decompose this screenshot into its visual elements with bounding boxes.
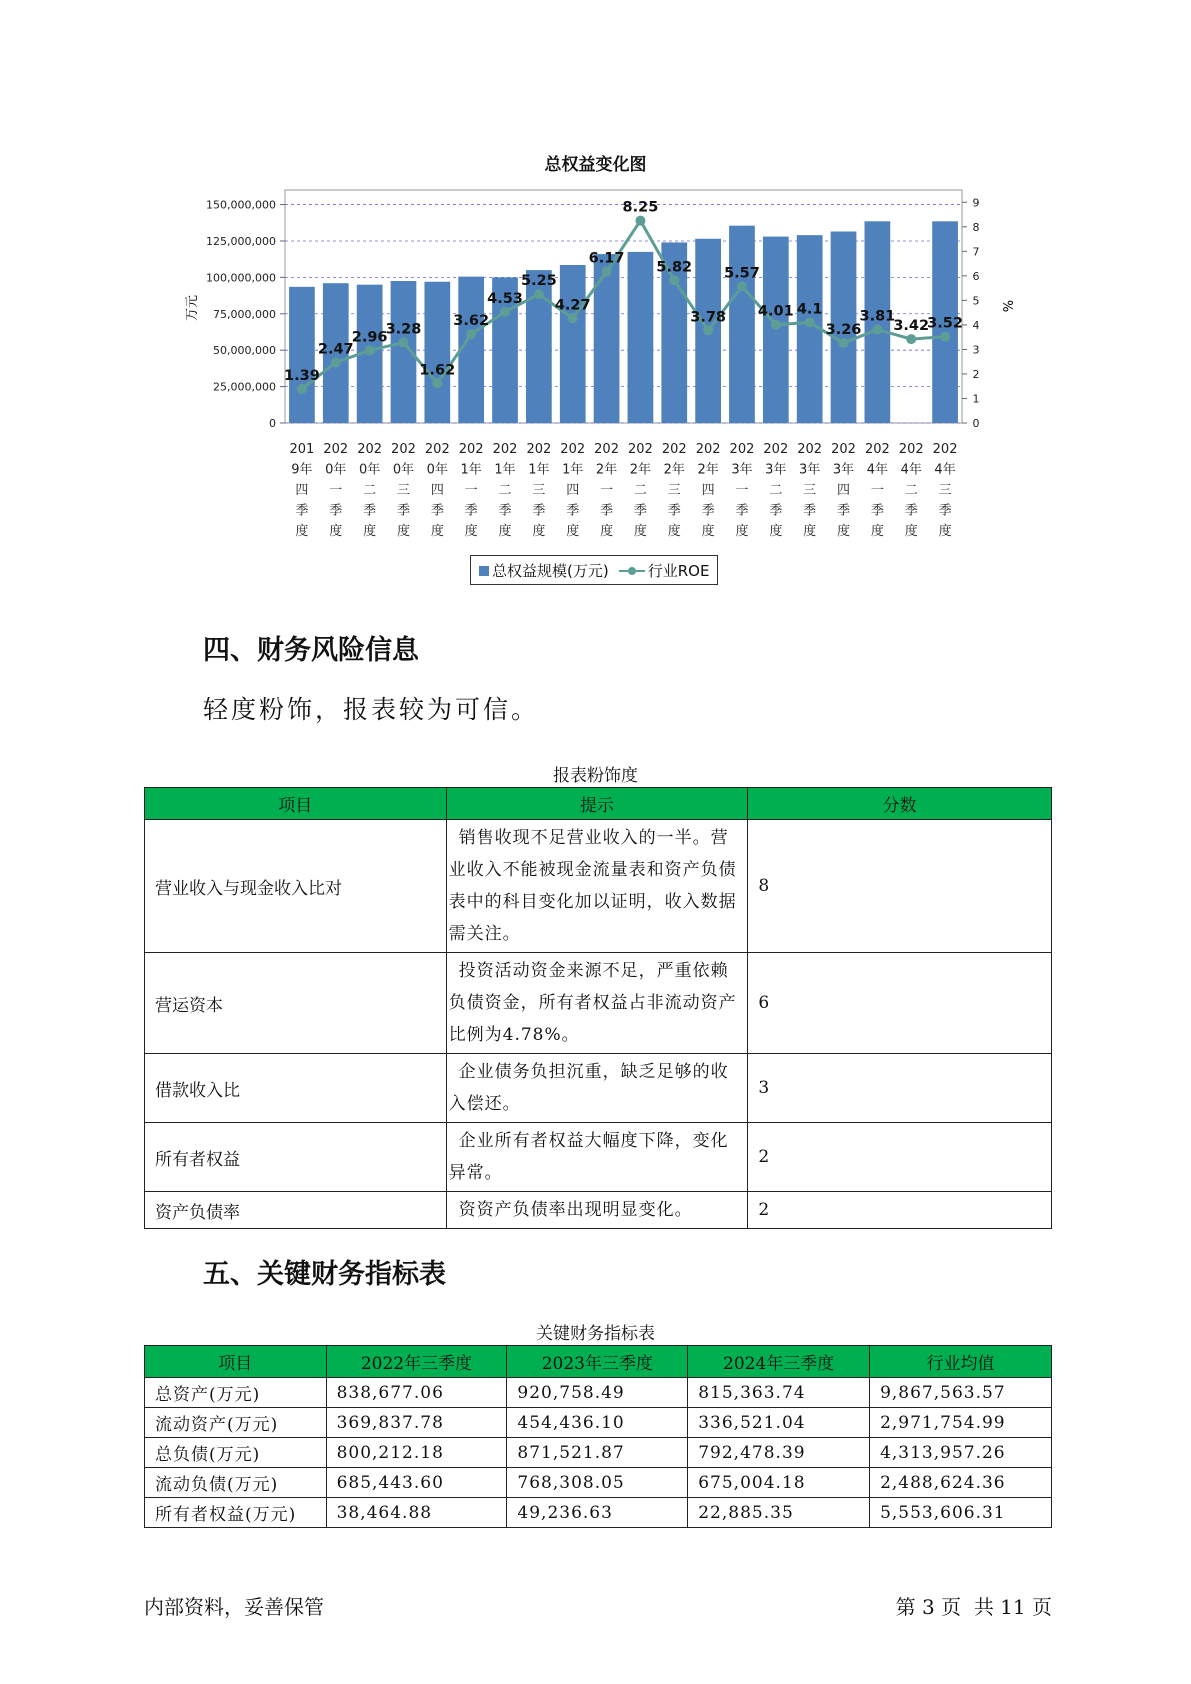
roe-data-label: 8.25 — [622, 199, 659, 216]
kpi-value: 2,971,754.99 — [870, 1408, 1052, 1438]
roe-data-label: 6.17 — [588, 250, 625, 267]
x-tick-label: 202 2年三季度 — [661, 442, 687, 539]
y-left-tick-label: 150,000,000 — [206, 198, 276, 212]
kpi-table-header — [145, 1346, 1052, 1378]
roe-data-label: 3.26 — [825, 322, 862, 339]
roe-point — [466, 329, 476, 339]
x-tick-label: 202 1年三季度 — [526, 442, 552, 539]
kpi-value: 4,313,957.26 — [870, 1438, 1052, 1468]
bar — [424, 282, 450, 423]
risk-summary: 轻度粉饰，报表较为可信。 — [203, 695, 540, 724]
kpi-item: 流动负债(万元) — [145, 1468, 327, 1498]
equity-roe-chart — [0, 0, 1191, 560]
risk-table-header — [145, 788, 1052, 820]
y-left-axis-label: 万元 — [185, 294, 200, 322]
kpi-value: 800,212.18 — [326, 1438, 507, 1468]
roe-point — [398, 338, 408, 348]
roe-data-label: 3.52 — [927, 315, 963, 332]
roe-data-label: 3.62 — [453, 313, 490, 330]
y-right-tick-label: 4 — [972, 318, 980, 332]
roe-point — [805, 317, 815, 327]
plot-area — [285, 190, 962, 423]
roe-data-label: 1.39 — [284, 367, 320, 384]
kpi-value: 920,758.49 — [507, 1378, 688, 1408]
kpi-value: 454,436.10 — [507, 1408, 688, 1438]
roe-data-label: 3.28 — [385, 321, 422, 338]
roe-data-label: 3.81 — [859, 308, 896, 325]
y-left-tick-label: 100,000,000 — [206, 271, 276, 285]
roe-point — [703, 325, 713, 335]
y-right-tick-label: 9 — [972, 196, 980, 210]
kpi-table-caption: 关键财务指标表 — [536, 1324, 655, 1344]
y-left-tick-label: 0 — [269, 417, 276, 430]
bar — [594, 254, 620, 423]
kpi-table-row — [145, 1408, 1052, 1438]
header-item: 项目 — [145, 788, 447, 820]
roe-data-label: 2.96 — [351, 329, 388, 346]
risk-table-row — [145, 820, 1052, 953]
x-tick-label: 202 3年二季度 — [763, 442, 789, 539]
y-right-axis-label: % — [999, 299, 1014, 313]
y-right-tick-label: 1 — [972, 392, 980, 406]
x-tick-label: 202 3年三季度 — [797, 442, 823, 539]
y-right-tick-label: 8 — [972, 220, 980, 234]
risk-score: 3 — [748, 1054, 1052, 1123]
risk-tip: 资资产负债率出现明显变化。 — [446, 1192, 748, 1229]
risk-tip: 销售收现不足营业收入的一半。营业收入不能被现金流量表和资产负债表中的科目变化加以证明，收入数据需关注。 — [446, 820, 748, 953]
y-right-tick-label: 7 — [972, 245, 980, 259]
x-tick-label: 202 2年二季度 — [628, 442, 653, 539]
x-tick-label: 202 1年二季度 — [492, 442, 518, 539]
roe-data-label: 1.62 — [419, 362, 456, 379]
roe-data-label: 5.82 — [656, 259, 693, 276]
roe-point — [534, 289, 544, 299]
roe-data-label: 4.1 — [796, 301, 823, 318]
y-right-tick-label: 5 — [972, 294, 980, 308]
kpi-value: 768,308.05 — [507, 1468, 688, 1498]
kpi-item: 所有者权益(万元) — [145, 1498, 327, 1528]
x-tick-label: 202 4年二季度 — [898, 442, 924, 539]
risk-item: 资产负债率 — [145, 1192, 447, 1229]
kpi-header-cell: 行业均值 — [870, 1346, 1052, 1378]
kpi-value: 49,236.63 — [507, 1498, 688, 1528]
roe-point — [906, 334, 916, 344]
roe-point — [297, 384, 307, 394]
chart-legend — [470, 555, 718, 585]
risk-item: 营业收入与现金收入比对 — [145, 820, 447, 953]
section4-heading: 四、财务风险信息 — [203, 635, 419, 666]
roe-point — [635, 216, 645, 226]
y-right-tick-label: 3 — [972, 343, 980, 357]
y-left-tick-label: 50,000,000 — [213, 344, 276, 358]
kpi-table-row — [145, 1468, 1052, 1498]
kpi-value: 38,464.88 — [326, 1498, 507, 1528]
kpi-value: 336,521.04 — [688, 1408, 870, 1438]
x-tick-label: 202 1年四季度 — [560, 442, 586, 539]
roe-point — [940, 332, 950, 342]
risk-item: 所有者权益 — [145, 1123, 447, 1192]
risk-table-row — [145, 1123, 1052, 1192]
roe-point — [839, 338, 849, 348]
roe-data-label: 2.47 — [317, 341, 354, 358]
kpi-item: 流动资产(万元) — [145, 1408, 327, 1438]
risk-tip: 企业所有者权益大幅度下降，变化异常。 — [446, 1123, 748, 1192]
roe-data-label: 4.27 — [554, 297, 591, 314]
footer-confidential: 内部资料，妥善保管 — [144, 1595, 324, 1619]
kpi-value: 5,553,606.31 — [870, 1498, 1052, 1528]
kpi-value: 871,521.87 — [507, 1438, 688, 1468]
footer-page-number: 第 3 页 共 11 页 — [895, 1595, 1052, 1619]
kpi-value: 792,478.39 — [688, 1438, 870, 1468]
x-tick-label: 202 3年四季度 — [831, 442, 856, 539]
risk-table-row — [145, 953, 1052, 1054]
y-left-tick-label: 25,000,000 — [213, 380, 276, 394]
roe-point — [602, 267, 612, 277]
risk-score: 2 — [748, 1192, 1052, 1229]
x-tick-label: 202 3年一季度 — [729, 442, 755, 539]
kpi-header-cell: 2023年三季度 — [507, 1346, 688, 1378]
roe-data-label: 3.78 — [690, 309, 727, 326]
x-tick-label: 201 9年四季度 — [289, 442, 315, 539]
x-tick-label: 202 4年三季度 — [932, 442, 958, 539]
roe-data-label: 4.53 — [487, 290, 523, 307]
kpi-value: 838,677.06 — [326, 1378, 507, 1408]
section5-heading: 五、关键财务指标表 — [203, 1259, 446, 1290]
x-tick-label: 202 1年一季度 — [458, 442, 484, 539]
y-right-tick-label: 6 — [972, 269, 980, 283]
kpi-value: 675,004.18 — [688, 1468, 870, 1498]
kpi-value: 2,488,624.36 — [870, 1468, 1052, 1498]
x-tick-label: 202 0年一季度 — [323, 442, 349, 539]
legend-item-roe: 行业ROE — [619, 560, 710, 581]
roe-point — [432, 378, 442, 388]
kpi-table-row — [145, 1498, 1052, 1528]
kpi-item: 总负债(万元) — [145, 1438, 327, 1468]
risk-table-row — [145, 1054, 1052, 1123]
kpi-value: 685,443.60 — [326, 1468, 507, 1498]
roe-point — [331, 357, 341, 367]
risk-item: 借款收入比 — [145, 1054, 447, 1123]
chart-title: 总权益变化图 — [544, 155, 647, 175]
kpi-value: 815,363.74 — [688, 1378, 870, 1408]
kpi-header-cell: 2024年三季度 — [688, 1346, 870, 1378]
roe-data-label: 3.42 — [893, 318, 930, 335]
header-tip: 提示 — [446, 788, 748, 820]
x-tick-label: 202 2年四季度 — [695, 442, 721, 539]
risk-score: 6 — [748, 953, 1052, 1054]
y-left-tick-label: 125,000,000 — [206, 234, 276, 248]
x-tick-label: 202 0年四季度 — [424, 442, 450, 539]
roe-data-label: 4.01 — [757, 303, 794, 320]
y-right-tick-label: 0 — [972, 417, 980, 430]
risk-table-caption: 报表粉饰度 — [553, 766, 638, 786]
kpi-value: 22,885.35 — [688, 1498, 870, 1528]
roe-point — [771, 320, 781, 330]
kpi-item: 总资产(万元) — [145, 1378, 327, 1408]
kpi-value: 9,867,563.57 — [870, 1378, 1052, 1408]
risk-score: 8 — [748, 820, 1052, 953]
roe-data-label: 5.57 — [724, 265, 760, 282]
x-tick-label: 202 2年一季度 — [594, 442, 619, 539]
bar — [289, 287, 315, 423]
kpi-value: 369,837.78 — [326, 1408, 507, 1438]
y-right-tick-label: 2 — [972, 367, 980, 381]
kpi-table — [144, 1345, 1052, 1528]
roe-point — [365, 345, 375, 355]
roe-point — [737, 281, 747, 291]
roe-point — [669, 275, 679, 285]
bar — [763, 237, 789, 423]
kpi-header-cell: 项目 — [145, 1346, 327, 1378]
risk-item: 营运资本 — [145, 953, 447, 1054]
header-score: 分数 — [748, 788, 1052, 820]
x-tick-label: 202 0年二季度 — [357, 442, 383, 539]
roe-point — [568, 313, 578, 323]
risk-table — [144, 787, 1052, 1229]
bar — [560, 265, 586, 423]
kpi-table-row — [145, 1438, 1052, 1468]
y-left-tick-label: 75,000,000 — [213, 307, 276, 321]
legend-item-equity: 总权益规模(万元) — [479, 560, 609, 581]
bar — [729, 226, 755, 423]
risk-tip: 企业债务负担沉重，缺乏足够的收入偿还。 — [446, 1054, 748, 1123]
x-tick-label: 202 0年三季度 — [391, 442, 416, 539]
kpi-header-cell: 2022年三季度 — [326, 1346, 507, 1378]
roe-data-label: 5.25 — [520, 273, 557, 290]
roe-point — [872, 325, 882, 335]
risk-score: 2 — [748, 1123, 1052, 1192]
kpi-table-row — [145, 1378, 1052, 1408]
risk-tip: 投资活动资金来源不足，严重依赖负债资金，所有者权益占非流动资产比例为4.78%。 — [446, 953, 748, 1054]
bar — [628, 252, 654, 423]
x-tick-label: 202 4年一季度 — [864, 442, 890, 539]
roe-point — [500, 307, 510, 317]
risk-table-row — [145, 1192, 1052, 1229]
